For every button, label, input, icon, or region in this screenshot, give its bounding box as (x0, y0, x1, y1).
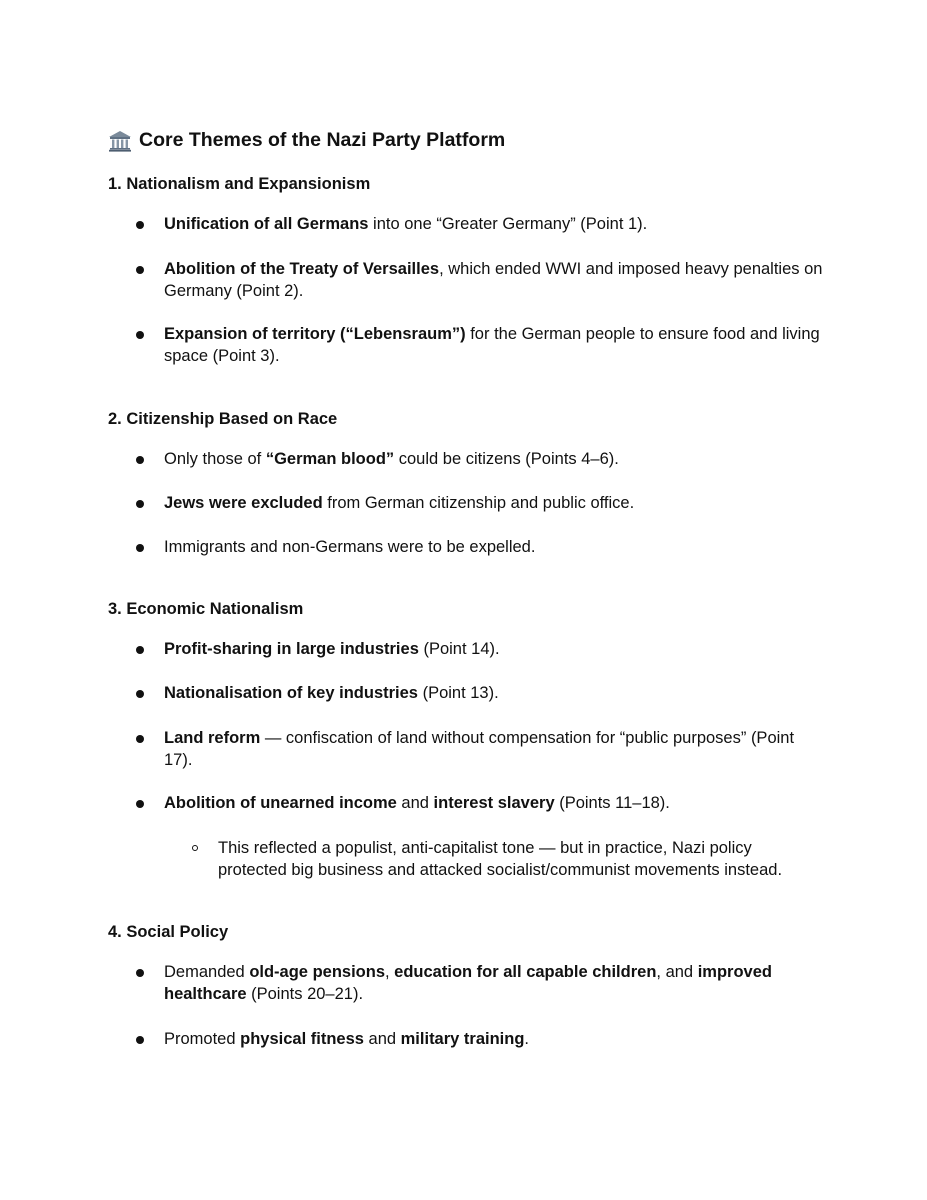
list-item (136, 213, 826, 235)
document-title-text: Core Themes of the Nazi Party Platform (139, 129, 506, 151)
bullet-dot (136, 969, 144, 977)
list-item-text: Promoted physical fitness and military training. (164, 1030, 530, 1048)
list-item (136, 448, 826, 470)
list-item-text: Unification of all Germans into one “Greater Germany” (Point 1). (164, 215, 648, 233)
classical-building-icon (108, 130, 132, 152)
bullet-dot (136, 690, 144, 698)
list-item (136, 727, 826, 771)
list-item-text: Land reform — confiscation of land without compensation for “public purposes” (Point 17). (164, 729, 795, 769)
list-item-text: Jews were excluded from German citizenship and public office. (164, 494, 635, 512)
list-item (136, 492, 826, 514)
list-item-text: Abolition of the Treaty of Versailles, which ended WWI and imposed heavy penalties on Germany (Point 2). (164, 260, 823, 300)
list-item (136, 323, 826, 367)
section-heading: 3. Economic Nationalism (108, 600, 304, 618)
section-heading: 1. Nationalism and Expansionism (108, 175, 371, 193)
sub-list-item-text: This reflected a populist, anti-capitalist tone — but in practice, Nazi policy protected big business and attacked socialist/communist movements instead. (218, 839, 783, 879)
bullet-dot (136, 800, 144, 808)
bullet-dot (136, 1036, 144, 1044)
list-item (136, 792, 826, 814)
list-item-text: Profit-sharing in large industries (Point 14). (164, 640, 500, 658)
bullet-dot (136, 456, 144, 464)
sub-list-item (192, 837, 812, 881)
list-item-text: Demanded old-age pensions, education for all capable children, and improved healthcare (Points 20–21). (164, 963, 772, 1003)
list-item (136, 258, 826, 302)
bullet-dot (136, 221, 144, 229)
list-item (136, 961, 826, 1005)
bullet-dot (136, 544, 144, 552)
list-item-text: Expansion of territory (“Lebensraum”) for the German people to ensure food and living space (Point 3). (164, 325, 820, 365)
bullet-dot (136, 266, 144, 274)
bullet-dot (136, 500, 144, 508)
document-title (108, 129, 505, 152)
bullet-dot (136, 646, 144, 654)
list-item (136, 536, 826, 558)
list-item (136, 682, 826, 704)
bullet-dot (136, 331, 144, 339)
section-heading: 4. Social Policy (108, 923, 229, 941)
bullet-dot (136, 735, 144, 743)
list-item-text: Immigrants and non-Germans were to be expelled. (164, 538, 536, 556)
list-item-text: Abolition of unearned income and interest slavery (Points 11–18). (164, 794, 670, 812)
list-item (136, 1028, 826, 1050)
list-item (136, 638, 826, 660)
list-item-text: Only those of “German blood” could be citizens (Points 4–6). (164, 450, 619, 468)
sub-bullet-circle (192, 845, 198, 851)
list-item-text: Nationalisation of key industries (Point 13). (164, 684, 499, 702)
section-heading: 2. Citizenship Based on Race (108, 410, 338, 428)
